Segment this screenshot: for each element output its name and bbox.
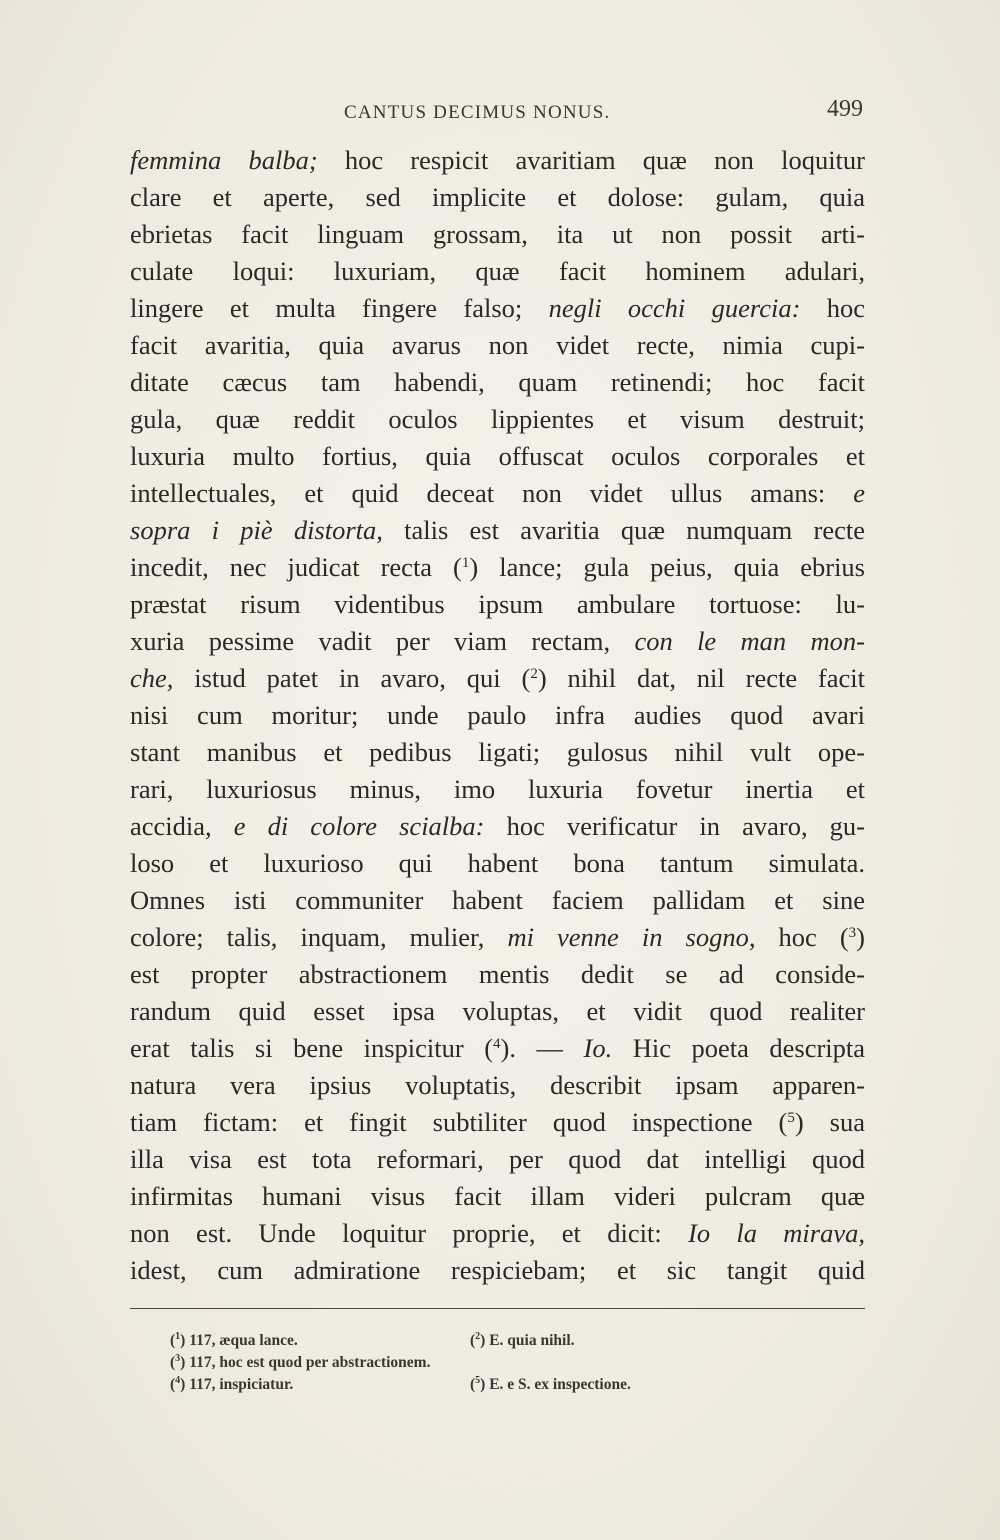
text-segment: xuria pessime vadit per viam rectam, (130, 626, 635, 656)
body-text (130, 142, 865, 1289)
text-segment: gula, quæ reddit oculos lippientes et visum destruit; (130, 404, 865, 434)
text-segment: rari, luxuriosus minus, imo luxuria fovetur inertia et (130, 774, 865, 804)
text-line (130, 438, 865, 475)
italic-segment: con le man mon- (634, 626, 865, 656)
footnote-4-text: ) 117, inspiciatur. (180, 1376, 294, 1394)
text-segment: erat talis si bene inspicitur ( (130, 1033, 494, 1063)
text-line (130, 1215, 865, 1252)
footnote-1: ($^1$) 117, æqua lance. (170, 1331, 298, 1350)
footnote-5-marker: 5 (475, 1375, 481, 1386)
text-segment: Hic poeta descripta (612, 1033, 866, 1063)
text-segment: hoc respicit avaritiam quæ non loquitur (317, 145, 865, 175)
italic-segment: Io. (583, 1033, 613, 1063)
text-segment: facit avaritia, quia avarus non videt recte, nimia cupi- (130, 330, 865, 360)
text-segment: stant manibus et pedibus ligati; gulosus nihil vult ope- (130, 737, 865, 767)
footnote-5-text: ) E. e S. ex inspectione. (480, 1376, 631, 1394)
text-segment: lingere et multa fingere falso; (130, 293, 549, 323)
text-segment: talis est avaritia quæ numquam recte (382, 515, 865, 545)
text-segment: ) nihil dat, nil recte facit (537, 663, 866, 693)
italic-segment: femmina balba; (130, 145, 318, 175)
text-line (130, 993, 865, 1030)
text-line (130, 623, 865, 660)
text-segment: ) (856, 922, 865, 952)
text-segment: colore; talis, inquam, mulier, (130, 922, 508, 952)
footnote-3: ($^3$) 117, hoc est quod per abstractionem. (170, 1353, 431, 1372)
footnote-row (170, 1348, 770, 1370)
text-segment: loso et luxurioso qui habent bona tantum simulata. (130, 848, 865, 878)
text-segment: natura vera ipsius voluptatis, describit ipsam apparen- (130, 1070, 865, 1100)
text-segment: nisi cum moritur; unde paulo infra audies quod avari (130, 700, 865, 730)
text-segment: Omnes isti communiter habent faciem pallidam et sine (130, 885, 865, 915)
text-segment: idest, cum admiratione respiciebam; et sic tangit quid (130, 1255, 865, 1285)
text-line (130, 808, 865, 845)
text-line (130, 327, 865, 364)
footnote-5: ($^5$) E. e S. ex inspectione. (470, 1375, 631, 1394)
footnote-reference: 2 (530, 666, 538, 682)
text-line (130, 179, 865, 216)
footnote-row (170, 1370, 770, 1392)
text-line (130, 1252, 865, 1289)
text-segment: istud patet in avaro, qui ( (173, 663, 531, 693)
footnote-2-text: ) E. quia nihil. (480, 1332, 575, 1350)
italic-segment: e di colore scialba: (233, 811, 485, 841)
text-segment: non est. Unde loquitur proprie, et dicit: (130, 1218, 688, 1248)
text-segment: hoc ( (755, 922, 849, 952)
text-line (130, 253, 865, 290)
text-segment: ) sua (794, 1107, 865, 1137)
footnote-2: ($^2$) E. quia nihil. (470, 1331, 575, 1350)
text-segment: hoc verificatur in avaro, gu- (484, 811, 865, 841)
footnote-reference: 5 (787, 1110, 795, 1126)
text-line (130, 771, 865, 808)
text-segment: infirmitas humani visus facit illam videri pulcram quæ (130, 1181, 865, 1211)
text-line (130, 1178, 865, 1215)
footnote-1-marker: 1 (175, 1331, 181, 1342)
italic-segment: che, (130, 663, 174, 693)
text-segment: accidia, (130, 811, 234, 841)
footnote-rule (130, 1308, 865, 1309)
text-line (130, 401, 865, 438)
text-segment: ebrietas facit linguam grossam, ita ut non possit arti- (130, 219, 865, 249)
page-number: 499 (827, 96, 863, 122)
footnote-3-text: ) 117, hoc est quod per abstractionem. (180, 1354, 431, 1372)
text-line (130, 290, 865, 327)
text-line (130, 586, 865, 623)
footnote-1-text: ) 117, æqua lance. (180, 1332, 298, 1350)
italic-segment: sopra i piè distorta, (130, 515, 383, 545)
text-line (130, 734, 865, 771)
text-line (130, 1141, 865, 1178)
text-segment: illa visa est tota reformari, per quod dat intelligi quod (130, 1144, 865, 1174)
text-line (130, 956, 865, 993)
footnotes (170, 1326, 770, 1392)
text-segment: hoc (800, 293, 865, 323)
text-segment: ditate cæcus tam habendi, quam retinendi; hoc facit (130, 367, 865, 397)
text-segment: tiam fictam: et fingit subtiliter quod inspectione ( (130, 1107, 788, 1137)
running-title: CANTUS DECIMUS NONUS. (344, 102, 611, 123)
text-segment: est propter abstractionem mentis dedit se ad conside- (130, 959, 865, 989)
text-line (130, 919, 865, 956)
text-segment: incedit, nec judicat recta ( (130, 552, 462, 582)
italic-segment: e (853, 478, 865, 508)
text-line (130, 660, 865, 697)
footnote-reference: 3 (848, 925, 857, 941)
footnote-row (170, 1326, 770, 1348)
footnote-2-marker: 2 (475, 1331, 481, 1342)
text-line (130, 1067, 865, 1104)
text-line (130, 364, 865, 401)
text-segment: ). — (500, 1033, 584, 1063)
text-segment: randum quid esset ipsa voluptas, et vidit quod realiter (130, 996, 865, 1026)
text-line (130, 845, 865, 882)
footnote-3-marker: 3 (175, 1353, 181, 1364)
text-line (130, 475, 865, 512)
footnote-4-marker: 4 (175, 1375, 181, 1386)
footnote-reference: 4 (493, 1036, 501, 1052)
text-line (130, 697, 865, 734)
text-line (130, 1104, 865, 1141)
text-segment: intellectuales, et quid deceat non videt ullus amans: (130, 478, 854, 508)
text-line (130, 549, 865, 586)
text-segment: clare et aperte, sed implicite et dolose: gulam, quia (130, 182, 865, 212)
text-line (130, 512, 865, 549)
text-segment: luxuria multo fortius, quia offuscat oculos corporales et (130, 441, 865, 471)
text-line (130, 882, 865, 919)
footnote-4: ($^4$) 117, inspiciatur. (170, 1375, 294, 1394)
text-segment: præstat risum videntibus ipsum ambulare tortuose: lu- (130, 589, 865, 619)
text-line (130, 142, 865, 179)
italic-segment: mi venne in sogno, (507, 922, 756, 952)
text-segment: ) lance; gula peius, quia ebrius (469, 552, 865, 582)
italic-segment: Io la mirava, (688, 1218, 865, 1248)
italic-segment: negli occhi guercia: (548, 293, 801, 323)
footnote-reference: 1 (461, 555, 470, 571)
text-line (130, 216, 865, 253)
text-segment: culate loqui: luxuriam, quæ facit hominem adulari, (130, 256, 865, 286)
running-head (130, 96, 865, 136)
text-line (130, 1030, 865, 1067)
